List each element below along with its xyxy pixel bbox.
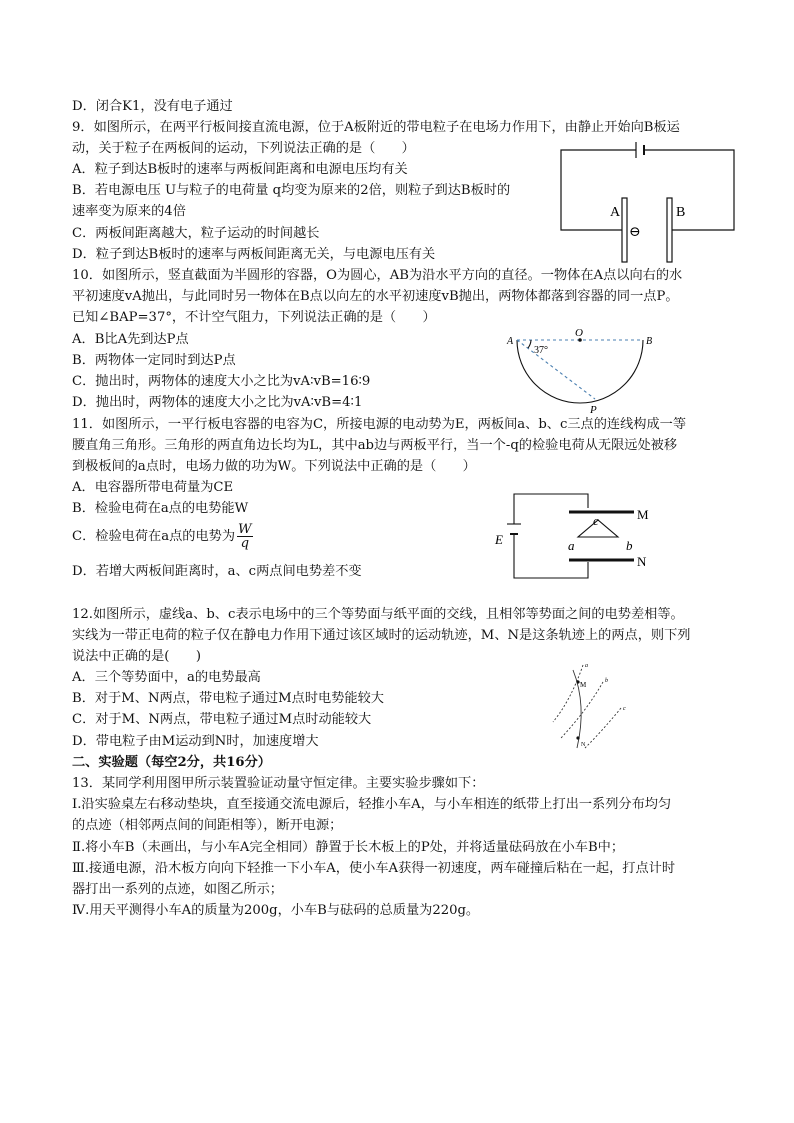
q12-option-d: D．带电粒子由M运动到N时，加速度增大	[72, 734, 319, 749]
point-c-label: c	[593, 513, 599, 528]
angle-arc	[528, 340, 531, 348]
point-a-label: A	[507, 336, 514, 347]
q11-stem-2: 腰直角三角形。三角形的两直角边长均为L，其中ab边与两板平行，当一个-q的检验电荷从无限远处被移	[72, 438, 678, 453]
q13-step-1b: 的点迹（相邻两点间的间距相等），断开电源；	[72, 818, 343, 833]
emf-label: E	[495, 532, 503, 547]
q11-option-b: B．检验电荷在a点的电势能W	[72, 501, 249, 516]
q12-equipotential-figure	[535, 660, 635, 755]
q10-semicircle-figure	[505, 325, 665, 435]
q11-option-c-text: C．检验电荷在a点的电势为	[72, 529, 236, 544]
q13-stem: 13．某同学利用图甲所示装置验证动量守恒定律。主要实验步骤如下：	[72, 776, 485, 791]
point-n-dot	[576, 736, 579, 739]
wire-bottom	[514, 534, 588, 578]
q9-option-b-1: B．若电源电压 U与粒子的电荷量 q均变为原来的2倍，则粒子到达B板时的	[72, 183, 511, 198]
plate-a-label: A	[610, 205, 621, 220]
angle-label: 37°	[534, 345, 548, 356]
equipotential-c	[585, 708, 621, 748]
q10-stem-3: 已知∠BAP=37°，不计空气阻力，下列说法正确的是（ ）	[72, 310, 436, 325]
q13-step-1a: Ⅰ.沿实验桌左右移动垫块，直至接通交流电源后，轻推小车A，与小车相连的纸带上打出一系列分布均匀	[72, 797, 672, 812]
q13-step-4: Ⅳ.用天平测得小车A的质量为200g，小车B与砝码的总质量为220g。	[72, 903, 480, 918]
q13-step-2: Ⅱ.将小车B（未画出，与小车A完全相同）静置于长木板上的P处，并将适量砝码放在小车B中；	[72, 840, 625, 855]
q9-option-c: C．两板间距离越大，粒子运动的时间越长	[72, 226, 320, 241]
fraction-denominator: q	[240, 536, 250, 551]
plate-b	[667, 198, 672, 262]
w-over-q-fraction	[237, 523, 253, 550]
point-p-label: P	[590, 404, 597, 416]
plate-a	[622, 198, 627, 262]
q9-option-a: A．粒子到达B板时的速率与两板间距离和电源电压均有关	[72, 162, 408, 177]
q10-option-d: D．抛出时，两物体的速度大小之比为vA∶vB=4∶1	[72, 395, 363, 410]
q11-option-d: D．若增大两板间距离时，a、c两点间电势差不变	[72, 564, 362, 579]
q12-stem-1: 12.如图所示，虚线a、b、c表示电场中的三个等势面与纸平面的交线，且相邻等势面之间的电势差相等。	[72, 607, 684, 622]
q9-stem-1: 9．如图所示，在两平行板间接直流电源，位于A板附近的带电粒子在电场力作用下，由静止开始向B板运	[72, 120, 680, 135]
q10-stem-1: 10．如图所示，竖直截面为半圆形的容器，O为圆心，AB为沿水平方向的直径。一物体在A点以向右的水	[72, 268, 683, 283]
q9-stem-2: 动，关于粒子在两板间的运动，下列说法正确的是（ ）	[72, 141, 415, 156]
q13-step-3b: 器打出一系列的点迹，如图乙所示；	[72, 882, 283, 897]
equipotential-a	[553, 665, 583, 722]
fraction-numerator: W	[238, 522, 252, 537]
equipotential-b	[561, 682, 603, 738]
q12-option-a: A．三个等势面中，a的电势最高	[72, 670, 261, 685]
q11-capacitor-figure	[490, 488, 670, 588]
negative-particle-icon: ⊖	[629, 225, 641, 240]
q12-stem-2: 实线为一带正电荷的粒子仅在静电力作用下通过该区域时的运动轨迹，M、N是这条轨迹上的两点，则下列	[72, 628, 691, 643]
q11-stem-1: 11．如图所示，一平行板电容器的电容为C，所接电源的电动势为E，两板间a、b、c三点的连线构成一等	[72, 417, 687, 432]
chord-ap	[517, 340, 595, 399]
line-c-label: c	[623, 706, 626, 712]
q9-option-b-2: 速率变为原来的4倍	[72, 204, 186, 219]
q13-step-3a: Ⅲ.接通电源，沿木板方向向下轻推一下小车A，使小车A获得一初速度，两车碰撞后粘在一起，打点计时	[72, 861, 676, 876]
point-o-label: O	[575, 327, 583, 339]
option-d-prev: D．闭合K1，没有电子通过	[72, 99, 233, 114]
plate-n-label: N	[637, 554, 647, 569]
q12-stem-3: 说法中正确的是( )	[72, 649, 201, 664]
q9-option-d: D．粒子到达B板时的速率与两板间距离无关，与电源电压有关	[72, 247, 436, 262]
point-b-label: b	[626, 538, 633, 553]
plate-m-label: M	[637, 507, 649, 522]
q12-option-c: C．对于M、N两点，带电粒子通过M点时动能较大	[72, 712, 372, 727]
wire-top	[514, 494, 588, 524]
q10-option-c: C．抛出时，两物体的速度大小之比为vA∶vB=16∶9	[72, 374, 371, 389]
q11-option-a: A．电容器所带电荷量为CE	[72, 480, 234, 495]
q11-stem-3: 到极板间的a点时，电场力做的功为W。下列说法中正确的是（ ）	[72, 459, 476, 474]
point-b-label: B	[646, 336, 653, 347]
q10-stem-2: 平初速度vA抛出，与此同时另一物体在B点以向左的水平初速度vB抛出，两物体都落到容器的同一点P。	[72, 289, 679, 304]
point-a-label: a	[568, 538, 575, 553]
q11-option-c	[72, 523, 253, 550]
section-2-heading: 二、实验题（每空2分，共16分）	[72, 755, 271, 770]
line-a-label: a	[585, 663, 588, 669]
q10-option-b: B．两物体一定同时到达P点	[72, 353, 236, 368]
q10-option-a: A．B比A先到达P点	[72, 332, 189, 347]
plate-b-label: B	[676, 205, 686, 220]
point-m-label: M	[580, 681, 587, 689]
point-n-label: N	[581, 742, 586, 748]
line-b-label: b	[605, 678, 608, 684]
q9-circuit-figure	[556, 140, 736, 260]
q12-option-b: B．对于M、N两点，带电粒子通过M点时电势能较大	[72, 691, 384, 706]
circuit-wire-right	[644, 150, 734, 230]
